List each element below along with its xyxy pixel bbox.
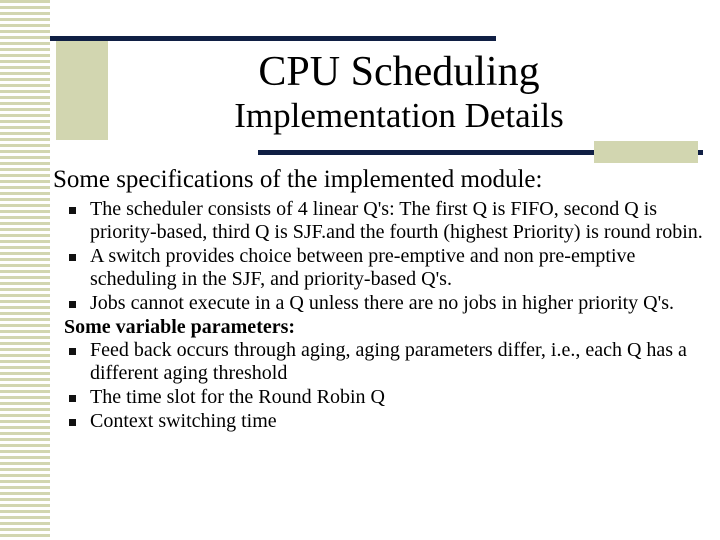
variable-parameter-text: Context switching time	[90, 410, 277, 432]
title-accent-block	[56, 40, 108, 140]
decorative-stripes	[0, 0, 50, 540]
specification-item	[64, 198, 704, 244]
bullet-square-icon	[69, 395, 76, 402]
specification-text: The scheduler consists of 4 linear Q's: The first Q is FIFO, second Q is priority-based, third Q is SJF.and the fourth (highest Priority) is round robin.	[90, 198, 703, 243]
title-top-rule	[50, 36, 496, 41]
title-bottom-accent-block	[594, 141, 698, 163]
variable-parameter-item	[64, 339, 704, 385]
specification-item	[64, 292, 704, 315]
specification-item	[64, 245, 704, 291]
variable-parameter-item	[64, 386, 704, 409]
variable-parameters-heading: Some variable parameters:	[64, 316, 296, 338]
bullet-square-icon	[69, 254, 76, 261]
slide-title: CPU Scheduling	[258, 49, 540, 95]
bullet-square-icon	[69, 348, 76, 355]
specifications-heading: Some specifications of the implemented module:	[53, 166, 543, 193]
bullet-square-icon	[69, 419, 76, 426]
variable-parameter-text: The time slot for the Round Robin Q	[90, 386, 385, 408]
specification-text: Jobs cannot execute in a Q unless there are no jobs in higher priority Q's.	[90, 292, 675, 314]
variable-parameter-item	[64, 410, 704, 433]
slide-subtitle: Implementation Details	[234, 96, 564, 135]
variable-parameter-text: Feed back occurs through aging, aging parameters differ, i.e., each Q has a different aging threshold	[90, 339, 687, 384]
bullet-square-icon	[69, 207, 76, 214]
bullet-square-icon	[69, 301, 76, 308]
slide-body	[64, 198, 704, 434]
specification-text: A switch provides choice between pre-emptive and non pre-emptive scheduling in the SJF, and priority-based Q's.	[90, 245, 636, 290]
